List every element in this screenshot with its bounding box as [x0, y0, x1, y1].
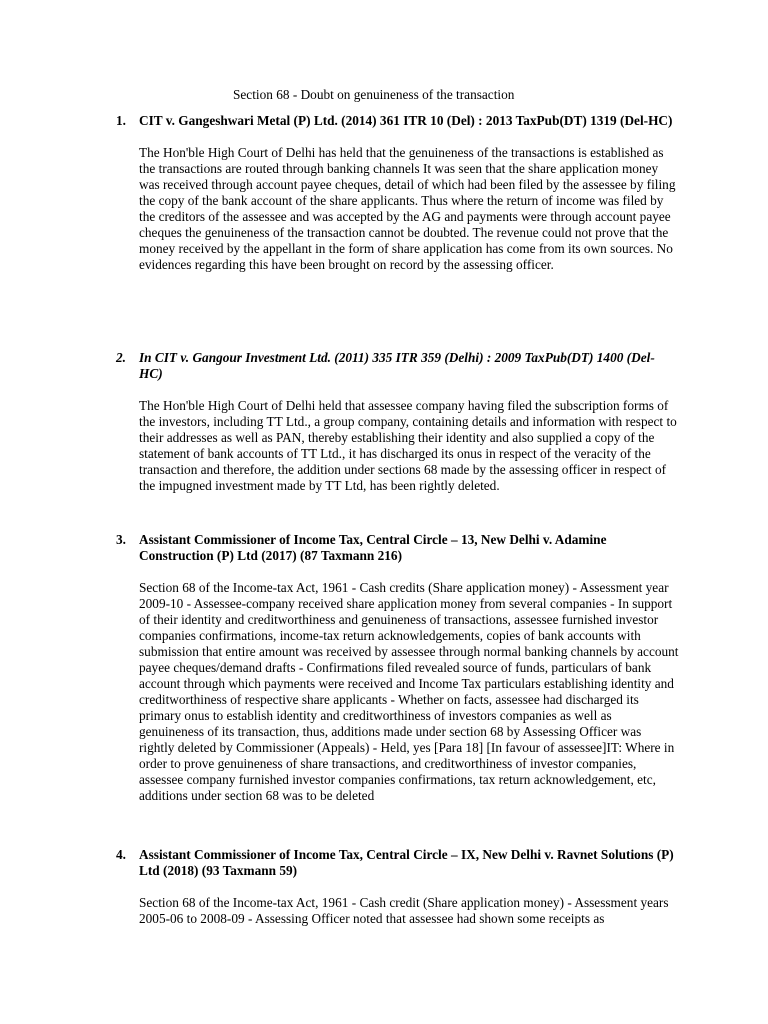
page-title: Section 68 - Doubt on genuineness of the transaction	[233, 87, 515, 102]
case-body-text: Section 68 of the Income-tax Act, 1961 - Cash credits (Share application money) - Assessment year 2009-10 - Assessee-company received share application money from several companies - In support of their identity and creditworthiness and genuineness of transactions, assessee furnished investor companies confirmations, income-tax return acknowledgements, copies of bank accounts with submission that entire amount was received by assessee through normal banking channels by account payee cheques/demand drafts - Confirmations filed revealed source of funds, particulars of bank account through which payments were received and Income Tax particulars establishing identity and creditworthiness of respective share applicants - Whether on facts, assessee had discharged its primary onus to establish identity and creditworthiness of investors companies as well as genuineness of its transaction, thus, additions made under section 68 by Assessing Officer was rightly deleted by Commissioner (Appeals) - Held, yes [Para 18] [In favour of assessee]IT: Where in order to prove genuineness of share transactions, and creditworthiness of investor companies, assessee company furnished investor companies confirmations, tax return acknowledgement, etc, additions under section 68 was to be deleted	[139, 580, 679, 803]
case-number: 2.	[116, 350, 126, 365]
case-body	[139, 895, 679, 927]
case-body	[139, 580, 679, 804]
case-citation-text: In CIT v. Gangour Investment Ltd. (2011) 335 ITR 359 (Delhi) : 2009 TaxPub(DT) 1400 (Del-HC)	[139, 350, 655, 381]
case-number: 1.	[116, 113, 126, 128]
case-citation	[116, 350, 676, 382]
case-body-text: The Hon'ble High Court of Delhi has held that the genuineness of the transactions is established as the transactions are routed through banking channels It was seen that the share application money was received through account payee cheques, detail of which had been filed by the assessee by filing the copy of the bank account of the share applicants. Thus where the return of income was filed by the creditors of the assessee and was accepted by the AG and payments were through account payee cheques the genuineness of the transaction cannot be doubted. The revenue could not prove that the money received by the appellant in the form of share application has come from its own sources. No evidences regarding this have been brought on record by the assessing officer.	[139, 145, 676, 272]
case-citation	[116, 847, 676, 879]
case-body-text: The Hon'ble High Court of Delhi held that assessee company having filed the subscription forms of the investors, including TT Ltd., a group company, containing details and information with respect to their addresses as well as PAN, thereby establishing their identity and also supplied a copy of the statement of bank accounts of TT Ltd., it has discharged its onus in respect of the veracity of the transaction and therefore, the addition under sections 68 made by the assessing officer in respect of the impugned investment made by TT Ltd, has been rightly deleted.	[139, 398, 677, 493]
case-body-text: Section 68 of the Income-tax Act, 1961 - Cash credit (Share application money) - Assessment years 2005-06 to 2008-09 - Assessing Officer noted that assessee had shown some receipts as	[139, 895, 669, 926]
case-item	[116, 532, 679, 804]
case-citation-text: Assistant Commissioner of Income Tax, Central Circle – 13, New Delhi v. Adamine Construction (P) Ltd (2017) (87 Taxmann 216)	[139, 532, 607, 563]
case-number: 4.	[116, 847, 126, 862]
case-citation-text: CIT v. Gangeshwari Metal (P) Ltd. (2014) 361 ITR 10 (Del) : 2013 TaxPub(DT) 1319 (Del-HC)	[139, 113, 673, 128]
case-body	[139, 145, 679, 273]
case-citation	[116, 113, 676, 129]
case-item	[116, 350, 676, 494]
case-citation	[116, 532, 676, 564]
case-body	[139, 398, 679, 494]
case-number: 3.	[116, 532, 126, 547]
case-item	[116, 847, 676, 927]
case-item	[116, 113, 676, 273]
case-citation-text: Assistant Commissioner of Income Tax, Central Circle – IX, New Delhi v. Ravnet Solutions (P) Ltd (2018) (93 Taxmann 59)	[139, 847, 674, 878]
